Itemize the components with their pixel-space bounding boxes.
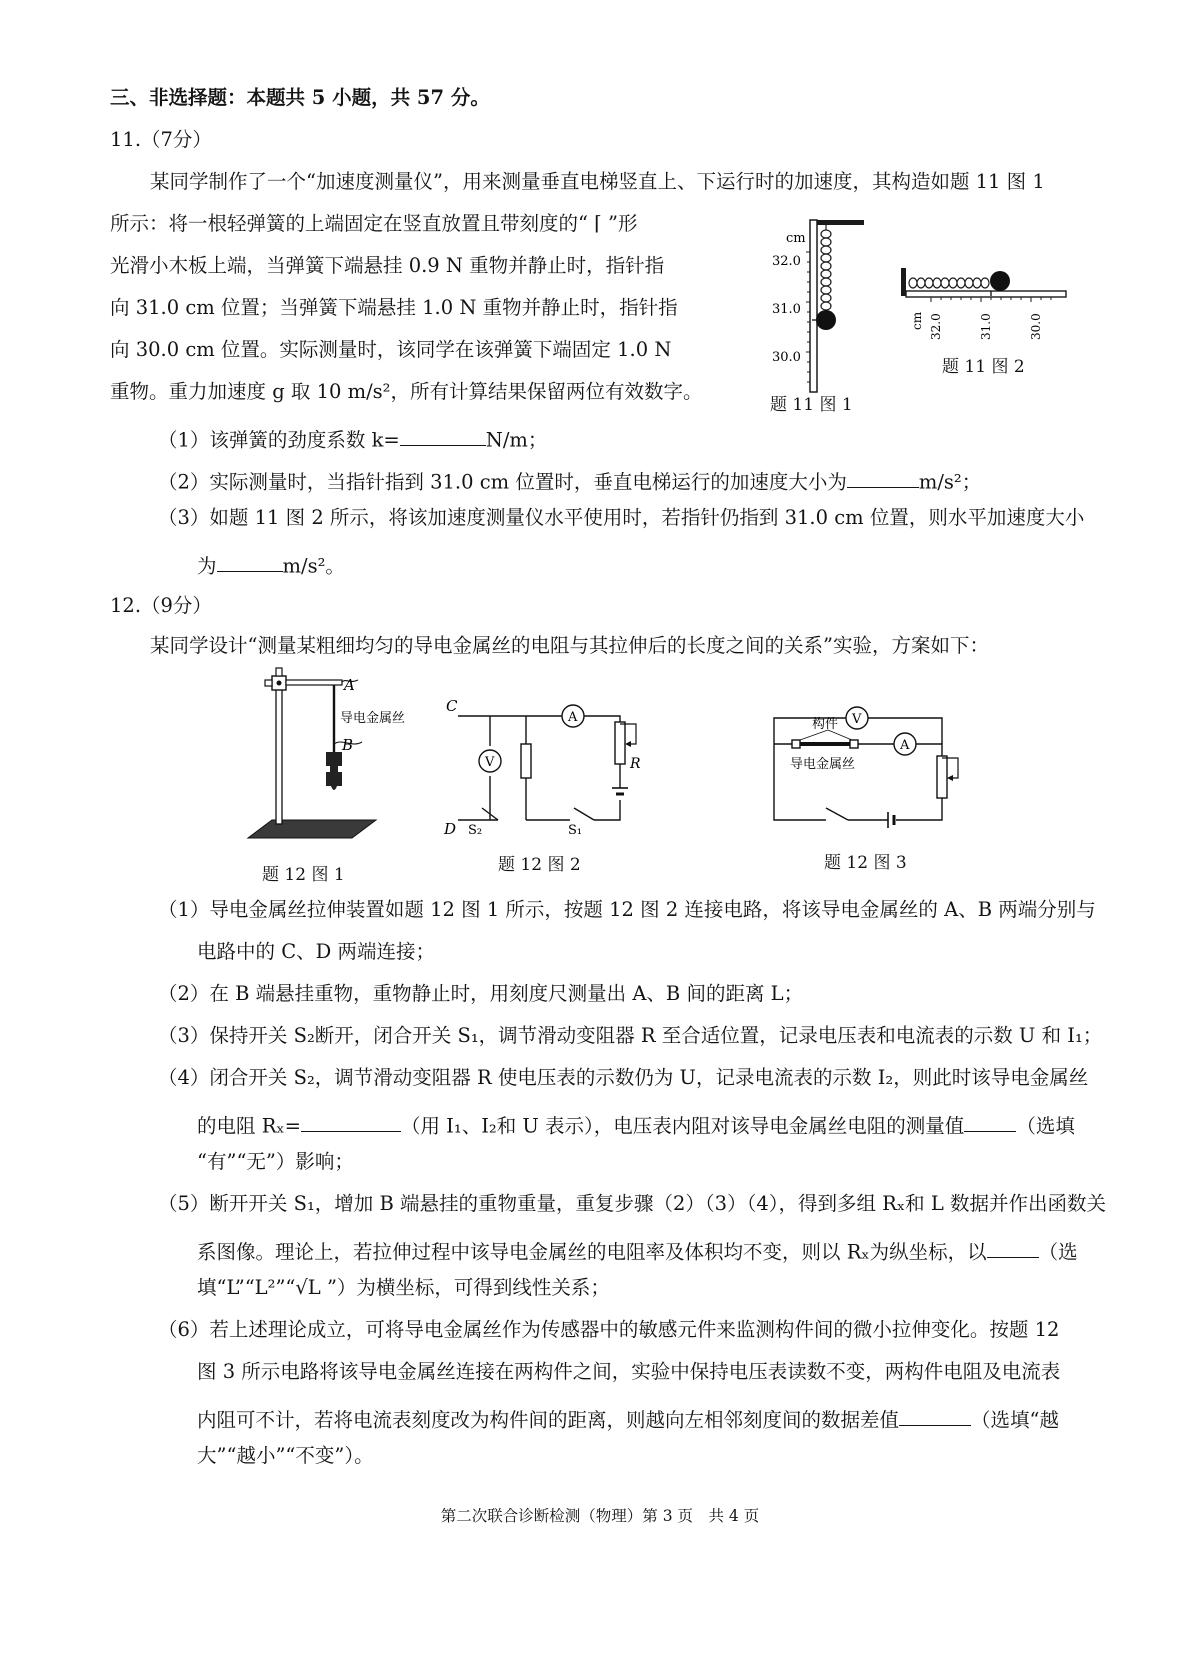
voltmeter-label: V xyxy=(485,755,495,770)
page-footer: 第二次联合诊断检测（物理）第 3 页 共 4 页 xyxy=(440,1507,760,1525)
fig12-1-stretch-apparatus xyxy=(236,662,406,846)
spring-coil xyxy=(821,230,831,310)
tick-label: 32.0 xyxy=(929,313,943,340)
component-right xyxy=(850,740,858,748)
q12-step2: （2）在 B 端悬挂重物，重物静止时，用刻度尺测量出 A、B 间的距离 L； xyxy=(158,982,804,1005)
q12-step5-line-3: 填“L”“L²”“√L ”）为横坐标，可得到线性关系； xyxy=(197,1276,610,1299)
q12-step6-text: 内阻可不计，若将电流表刻度改为构件间的距离，则越向左相邻刻度间的数据差值 xyxy=(197,1408,900,1432)
q12-step5-text: （选 xyxy=(1038,1240,1078,1264)
label-b: B xyxy=(342,736,354,754)
q12-step6: （6）若上述理论成立，可将导电金属丝作为传感器中的敏感元件来监测构件间的微小拉伸变化。按题 12 xyxy=(158,1318,1060,1341)
fig12-2-caption: 题 12 图 2 xyxy=(498,855,581,875)
q12-step4-text: （用 I₁、I₂和 U 表示），电压表内阻对该导电金属丝电阻的测量值 xyxy=(400,1114,965,1138)
answer-blank[interactable] xyxy=(400,424,486,446)
q11-sub3-text: 为 xyxy=(197,554,217,578)
ammeter-label: A xyxy=(900,738,910,753)
wire-label: 导电金属丝 xyxy=(790,757,856,772)
answer-blank[interactable] xyxy=(217,550,283,572)
q12-step6-text: （选填“越 xyxy=(971,1408,1059,1432)
switch-s2-label: S₂ xyxy=(468,823,483,838)
fig11-1-spring-vertical xyxy=(760,212,880,412)
tick-label: 30.0 xyxy=(1029,313,1043,340)
rheostat-label: R xyxy=(630,756,641,772)
q12-step3: （3）保持开关 S₂断开，闭合开关 S₁，调节滑动变阻器 R 至合适位置，记录电压表和电流表的示数 U 和 I₁； xyxy=(158,1024,1103,1047)
weight xyxy=(326,772,342,786)
q11-intro-line-1: 某同学制作了一个“加速度测量仪”，用来测量垂直电梯竖直上、下运行时的加速度，其构造如题 11 图 1 xyxy=(150,170,1045,193)
q11-intro-line-6: 重物。重力加速度 g 取 10 m/s²，所有计算结果保留两位有效数字。 xyxy=(110,380,703,403)
q11-sub2-text: （2）实际测量时，当指针指到 31.0 cm 位置时，垂直电梯运行的加速度大小为 xyxy=(158,470,847,494)
wire-label: 导电金属丝 xyxy=(340,711,406,726)
q12-step4-text: 的电阻 Rₓ= xyxy=(197,1114,301,1138)
rheostat xyxy=(937,756,947,798)
answer-blank[interactable] xyxy=(899,1404,971,1426)
tick-label: 30.0 xyxy=(772,350,801,365)
q12-number: 12.（9分） xyxy=(110,594,212,617)
q11-number: 11.（7分） xyxy=(110,128,212,151)
answer-blank[interactable] xyxy=(964,1110,1016,1132)
fig12-2-circuit xyxy=(440,694,660,844)
ammeter-label: A xyxy=(568,710,578,725)
q12-intro: 某同学设计“测量某粗细均匀的导电金属丝的电阻与其拉伸后的长度之间的关系”实验，方案如下： xyxy=(150,634,989,657)
q12-step5-text: 系图像。理论上，若拉伸过程中该导电金属丝的电阻率及体积均不变，则以 Rₓ为纵坐标，以 xyxy=(197,1240,987,1264)
q11-sub3-line-2 xyxy=(197,550,345,576)
tick-label: 31.0 xyxy=(772,302,801,317)
q11-sub1 xyxy=(158,424,547,450)
top-bar xyxy=(812,220,864,225)
unit-label: cm xyxy=(910,311,924,330)
q12-step4-line-2 xyxy=(197,1110,1075,1136)
q11-sub1-text: （1）该弹簧的劲度系数 k= xyxy=(158,428,400,452)
scale-ticks xyxy=(931,297,1051,302)
voltmeter-label: V xyxy=(852,712,862,727)
scale-board xyxy=(906,291,1066,297)
fig12-3-caption: 题 12 图 3 xyxy=(824,853,907,873)
q11-sub3-unit: m/s²。 xyxy=(282,554,345,578)
label-a: A xyxy=(344,676,355,694)
q12-step1: （1）导电金属丝拉伸装置如题 12 图 1 所示，按题 12 图 2 连接电路，将该导电金属丝的 A、B 两端分别与 xyxy=(158,898,1096,921)
weight xyxy=(326,752,342,766)
q11-sub2 xyxy=(158,466,981,492)
resistor xyxy=(521,744,531,778)
weight-ball xyxy=(816,310,836,330)
component-left xyxy=(792,740,800,748)
q11-intro-line-3: 光滑小木板上端，当弹簧下端悬挂 0.9 N 重物并静止时，指针指 xyxy=(110,254,665,277)
q12-step6-line-2: 图 3 所示电路将该导电金属丝连接在两构件之间，实验中保持电压表读数不变，两构件电阻及电流表 xyxy=(197,1360,1061,1383)
component-label: 构件 xyxy=(812,717,839,732)
q12-step1-line-2: 电路中的 C、D 两端连接； xyxy=(197,940,435,963)
q12-step6-line-3 xyxy=(197,1404,1059,1430)
q12-step5-line-2 xyxy=(197,1236,1078,1262)
q12-step4-text: （选填 xyxy=(1016,1114,1075,1138)
cross-arm xyxy=(286,680,342,685)
tick-label: 32.0 xyxy=(772,254,801,269)
fig11-1-caption: 题 11 图 1 xyxy=(770,395,853,415)
answer-blank[interactable] xyxy=(987,1236,1039,1258)
stand-rod xyxy=(276,682,282,824)
q11-sub2-unit: m/s²； xyxy=(918,470,982,494)
rheostat xyxy=(615,722,625,764)
fig12-3-sensor-circuit xyxy=(768,700,968,830)
q12-step4-line-3: “有”“无”）影响； xyxy=(197,1150,354,1173)
label-d: D xyxy=(444,820,457,838)
fig12-1-caption: 题 12 图 1 xyxy=(262,865,345,885)
base-plate xyxy=(248,820,376,838)
answer-blank[interactable] xyxy=(847,466,919,488)
q12-step5: （5）断开开关 S₁，增加 B 端悬挂的重物重量，重复步骤（2）（3）（4），得到多组 Rₓ和 L 数据并作出函数关 xyxy=(158,1192,1106,1215)
q11-intro-line-2: 所示：将一根轻弹簧的上端固定在竖直放置且带刻度的“ ⌈ ”形 xyxy=(110,212,638,235)
weight-ball xyxy=(990,271,1010,291)
q12-step4: （4）闭合开关 S₂，调节滑动变阻器 R 使电压表的示数仍为 U，记录电流表的示数 I₂，则此时该导电金属丝 xyxy=(158,1066,1089,1089)
switch-s1-label: S₁ xyxy=(568,823,583,838)
answer-blank[interactable] xyxy=(301,1110,401,1132)
q12-step6-line-4: 大”“越小”“不变”）。 xyxy=(197,1444,374,1467)
unit-label: cm xyxy=(786,231,806,246)
scale-board xyxy=(810,220,817,392)
spring-coil xyxy=(909,278,989,288)
wall-bar xyxy=(901,268,906,296)
fig11-2-spring-horizontal xyxy=(893,262,1073,346)
label-c: C xyxy=(446,697,458,715)
q11-intro-line-5: 向 30.0 cm 位置。实际测量时，该同学在该弹簧下端固定 1.0 N xyxy=(110,338,672,361)
q11-intro-line-4: 向 31.0 cm 位置；当弹簧下端悬挂 1.0 N 重物并静止时，指针指 xyxy=(110,296,678,319)
tick-label: 31.0 xyxy=(979,313,993,340)
fig11-2-caption: 题 11 图 2 xyxy=(942,357,1025,377)
q11-sub3: （3）如题 11 图 2 所示，将该加速度测量仪水平使用时，若指针仍指到 31.0 cm 位置，则水平加速度大小 xyxy=(158,506,1085,529)
q11-sub1-unit: N/m； xyxy=(485,428,548,452)
section-heading: 三、非选择题：本题共 5 小题，共 57 分。 xyxy=(110,86,490,109)
